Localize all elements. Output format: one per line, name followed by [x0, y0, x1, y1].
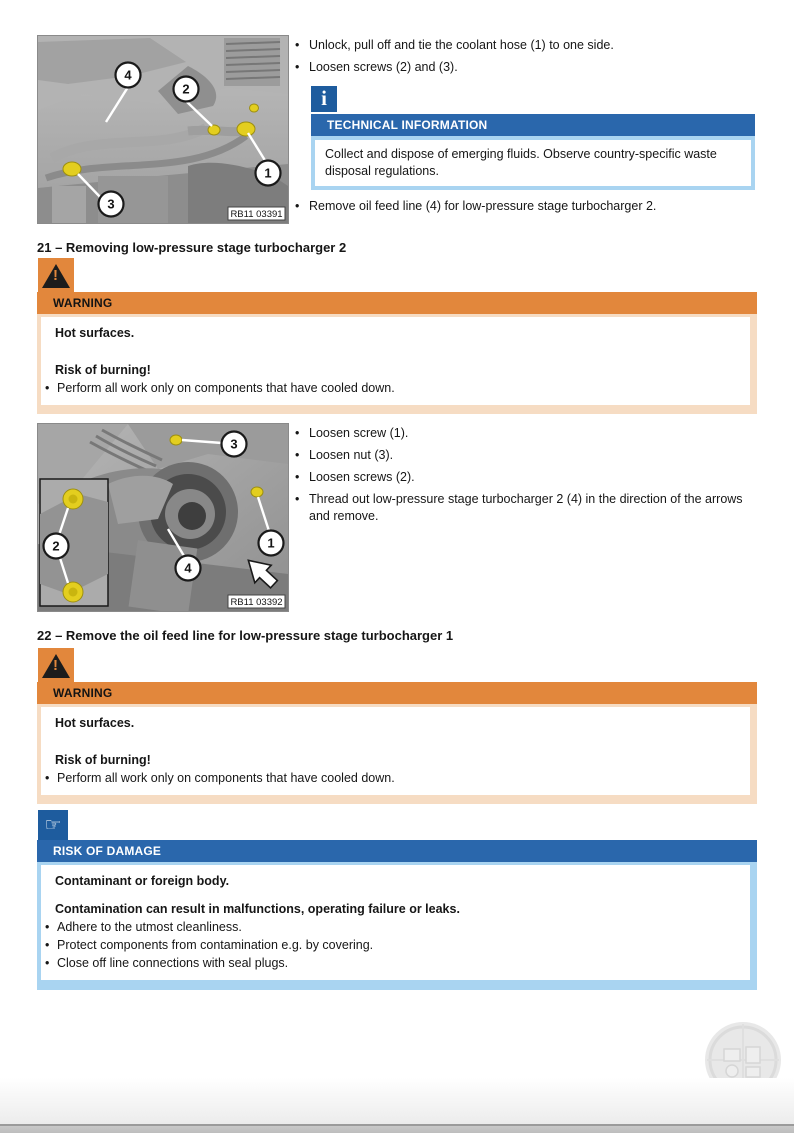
warning-box-2	[37, 648, 757, 804]
instruction-text: Remove oil feed line (4) for low-pressure stage turbocharger 2.	[309, 199, 657, 213]
instruction-text: Close off line connections with seal plugs.	[57, 956, 289, 970]
bullet-marker: •	[295, 470, 300, 484]
callout-2	[174, 77, 199, 102]
list-item	[45, 380, 738, 397]
page-bottom-fade	[0, 1078, 794, 1124]
bullet-marker: •	[295, 492, 300, 506]
warning-box-1	[37, 258, 757, 414]
risk-of-damage-content	[41, 865, 750, 980]
callout-1	[256, 161, 281, 186]
bullet-marker: •	[295, 60, 300, 74]
svg-text:1: 1	[267, 535, 275, 551]
svg-text:RB11 03391: RB11 03391	[230, 209, 283, 220]
technical-information-box	[311, 86, 755, 190]
svg-text:2: 2	[182, 81, 190, 97]
risk-of-damage-box	[37, 810, 757, 990]
spacer	[55, 732, 738, 752]
step-21-instructions	[295, 425, 757, 530]
spacer	[55, 342, 738, 362]
risk-of-damage-frame	[37, 862, 757, 990]
warning-consequence: Risk of burning!	[55, 363, 151, 377]
instruction-text: Perform all work only on components that have cooled down.	[57, 771, 395, 785]
warning-frame	[37, 314, 757, 414]
instruction-text: Loosen nut (3).	[309, 448, 394, 462]
warning-lead: Hot surfaces.	[55, 716, 135, 730]
svg-text:3: 3	[230, 436, 238, 452]
bullet-marker: •	[295, 199, 300, 213]
warning-title: WARNING	[37, 292, 757, 314]
svg-text:1: 1	[264, 165, 272, 181]
risk-lead: Contaminant or foreign body.	[55, 874, 230, 888]
svg-text:4: 4	[184, 560, 192, 576]
step-20-instructions	[295, 37, 757, 81]
figure-turbocharger	[37, 423, 289, 612]
warning-frame	[37, 704, 757, 804]
list-item	[295, 59, 757, 76]
list-item	[295, 198, 757, 215]
step-21-heading: 21 – Removing low-pressure stage turbocharger 2	[37, 240, 347, 255]
instruction-text: Perform all work only on components that have cooled down.	[57, 381, 395, 395]
instruction-text: Protect components from contamination e.g. by covering.	[57, 938, 374, 952]
instruction-text: Thread out low-pressure stage turbocharger 2 (4) in the direction of the arrows and remove.	[309, 492, 743, 523]
warning-icon	[38, 258, 74, 292]
risk-of-damage-title: RISK OF DAMAGE	[37, 840, 757, 862]
spacer	[55, 890, 738, 901]
list-item	[295, 37, 757, 54]
list-item	[45, 919, 738, 936]
bullet-marker: •	[295, 426, 300, 440]
callout-3	[222, 432, 247, 457]
step-20-instructions-after	[295, 198, 757, 220]
figure-image-2	[38, 424, 288, 611]
list-item	[295, 491, 757, 525]
svg-text:2: 2	[52, 538, 60, 554]
warning-lead: Hot surfaces.	[55, 326, 135, 340]
technical-information-body: Collect and dispose of emerging fluids. Observe country-specific waste disposal regulations.	[315, 140, 751, 186]
technical-information-title: TECHNICAL INFORMATION	[311, 114, 755, 136]
callout-1	[259, 531, 284, 556]
list-item	[295, 425, 757, 442]
warning-content	[41, 707, 750, 795]
list-item	[45, 937, 738, 954]
pointing-hand-icon	[38, 810, 68, 840]
technical-information-frame	[311, 136, 755, 190]
step-22-heading: 22 – Remove the oil feed line for low-pressure stage turbocharger 1	[37, 628, 454, 643]
instruction-text: Unlock, pull off and tie the coolant hose (1) to one side.	[309, 38, 614, 52]
risk-consequence: Contamination can result in malfunctions, operating failure or leaks.	[55, 902, 460, 916]
instruction-text: Loosen screws (2).	[309, 470, 415, 484]
callout-4	[176, 556, 201, 581]
viewer-gutter	[0, 1126, 794, 1133]
info-icon	[311, 86, 337, 112]
bullet-marker: •	[45, 771, 50, 785]
bullet-marker: •	[45, 381, 50, 395]
callout-3	[99, 192, 124, 217]
instruction-text: Loosen screws (2) and (3).	[309, 60, 458, 74]
svg-text:RB11 03392: RB11 03392	[230, 597, 283, 608]
bullet-marker: •	[45, 956, 50, 970]
svg-text:4: 4	[124, 67, 132, 83]
warning-title: WARNING	[37, 682, 757, 704]
list-item	[45, 770, 738, 787]
instruction-text: Adhere to the utmost cleanliness.	[57, 920, 242, 934]
list-item	[45, 955, 738, 972]
figure-image-1	[38, 36, 288, 223]
figure-label	[228, 595, 285, 608]
bullet-marker: •	[45, 938, 50, 952]
svg-text:3: 3	[107, 196, 115, 212]
warning-icon	[38, 648, 74, 682]
warning-content	[41, 317, 750, 405]
figure-engine-coolant-hose	[37, 35, 289, 224]
warning-triangle-icon	[42, 654, 70, 678]
list-item	[295, 469, 757, 486]
info-icon-glyph: i	[321, 85, 327, 110]
callout-4	[116, 63, 141, 88]
hand-glyph: ☞	[44, 814, 62, 836]
warning-consequence: Risk of burning!	[55, 753, 151, 767]
bullet-marker: •	[45, 920, 50, 934]
warning-triangle-icon	[42, 264, 70, 288]
callout-2	[44, 534, 69, 559]
figure-label	[228, 207, 285, 220]
instruction-text: Loosen screw (1).	[309, 426, 409, 440]
bullet-marker: •	[295, 448, 300, 462]
bullet-marker: •	[295, 38, 300, 52]
list-item	[295, 447, 757, 464]
